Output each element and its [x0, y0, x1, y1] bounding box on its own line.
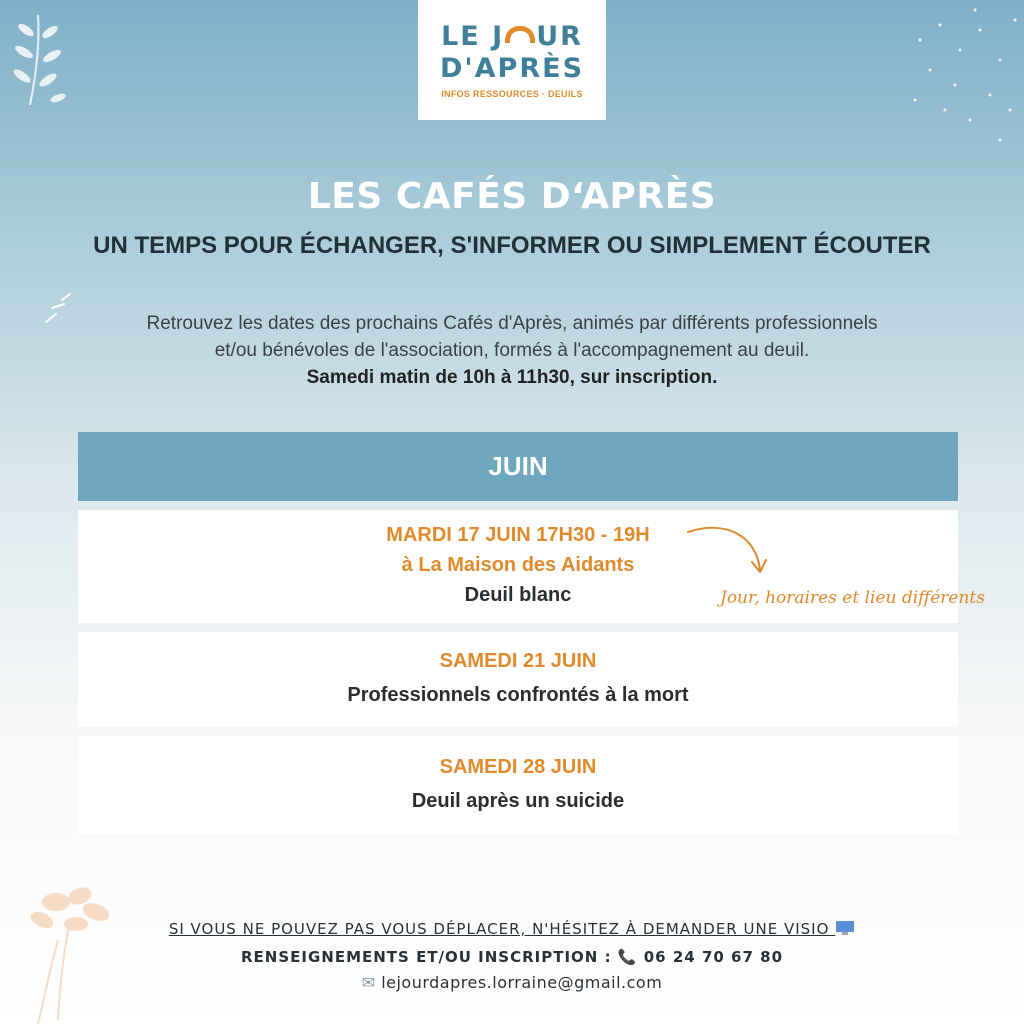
email-line: [0, 973, 1024, 992]
event-place: à La Maison des Aidants: [401, 554, 635, 576]
computer-icon: [835, 920, 855, 936]
event-topic: Professionnels confrontés à la mort: [347, 684, 689, 706]
visio-text: SI VOUS NE POUVEZ PAS VOUS DÉPLACER, N'HÉSITEZ À DEMANDER UNE VISIO: [168, 920, 830, 938]
event-card: [78, 736, 958, 834]
event-date: SAMEDI 28 JUIN: [439, 756, 597, 778]
email-link[interactable]: lejourdapres.lorraine@gmail.com: [381, 973, 663, 992]
sun-icon: [505, 26, 535, 43]
intro-line-2: et/ou bénévoles de l'association, formés à l'accompagnement au deuil.: [214, 340, 810, 361]
logo-text-le-j: LE J: [441, 21, 505, 52]
logo-tagline: INFOS RESSOURCES · DEUILS: [441, 89, 583, 99]
logo-line-2: D'APRÈS: [439, 53, 585, 84]
contact-line: [0, 948, 1024, 966]
intro-schedule: Samedi matin de 10h à 11h30, sur inscription.: [306, 367, 718, 388]
page-title: LES CAFÉS D‘APRÈS: [307, 176, 717, 217]
logo-text-ur: UR: [536, 21, 583, 52]
month-header: JUIN: [78, 432, 958, 501]
logo-line-1: [441, 21, 583, 53]
leaf-branch-icon: [8, 10, 78, 110]
logo: [418, 0, 606, 120]
event-card: [78, 632, 958, 727]
contact-label: RENSEIGNEMENTS ET/OU INSCRIPTION :: [240, 948, 612, 966]
event-date: MARDI 17 JUIN 17H30 - 19H: [386, 524, 650, 546]
handwritten-note: Jour, horaires et lieu différents: [720, 588, 985, 608]
intro-line-3: [60, 364, 964, 391]
dots-decoration-icon: [900, 0, 1024, 150]
event-date: SAMEDI 21 JUIN: [439, 650, 597, 672]
phone-icon: 📞: [617, 948, 638, 966]
page-subtitle: UN TEMPS POUR ÉCHANGER, S'INFORMER OU SIMPLEMENT ÉCOUTER: [93, 232, 931, 259]
envelope-icon: ✉: [361, 973, 376, 992]
event-topic: Deuil blanc: [464, 584, 572, 606]
event-topic: Deuil après un suicide: [411, 790, 625, 812]
intro-text: [60, 310, 964, 391]
intro-line-1: Retrouvez les dates des prochains Cafés d'Après, animés par différents professionnels: [146, 313, 878, 334]
arrow-curve-icon: [684, 520, 774, 580]
phone-number[interactable]: 06 24 70 67 80: [643, 948, 784, 966]
visio-note: [0, 920, 1024, 938]
